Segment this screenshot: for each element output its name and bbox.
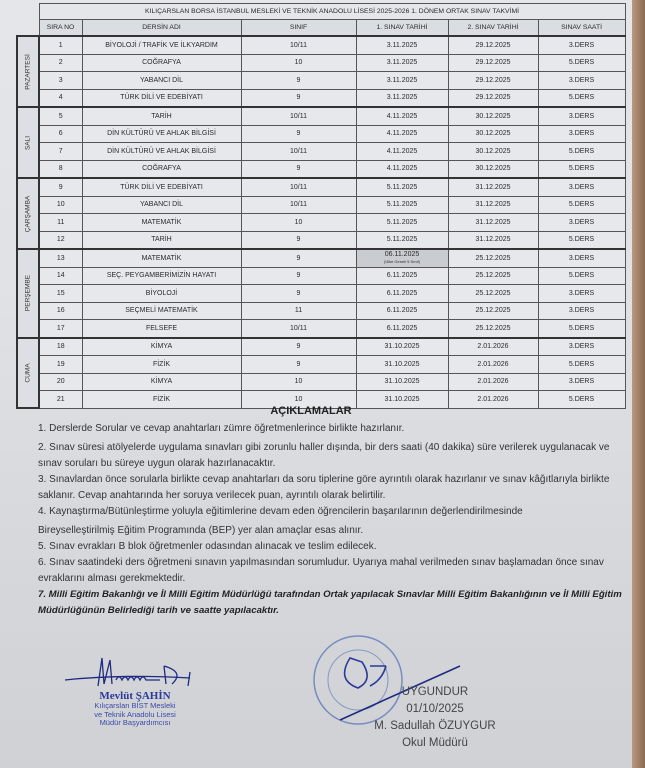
cell-exam1: 6.11.2025 — [356, 320, 448, 338]
cell-course: FİZİK — [82, 391, 241, 409]
table-row — [17, 338, 625, 356]
cell-exam1: 4.11.2025 — [356, 160, 448, 178]
table-row — [17, 72, 625, 90]
cell-class: 10 — [241, 391, 356, 409]
cell-no: 16 — [39, 302, 82, 320]
cell-exam2: 29.12.2025 — [448, 36, 538, 54]
cell-no: 7 — [39, 143, 82, 161]
handwritten-signature-icon — [60, 650, 210, 692]
table-row — [17, 320, 625, 338]
schedule-body — [17, 36, 625, 408]
cell-no: 4 — [39, 89, 82, 107]
cell-exam1: 31.10.2025 — [356, 356, 448, 374]
day-label: CUMA — [24, 363, 32, 383]
column-header: 1. SINAV TARİHİ — [356, 20, 448, 37]
deputy-role-line: Kılıçarslan BİST Mesleki — [94, 701, 176, 710]
cell-course: SEÇ. PEYGAMBERİMİZİN HAYATI — [82, 267, 241, 285]
exam-schedule-table — [16, 3, 626, 409]
deputy-role-line: ve Teknik Anadolu Lisesi — [94, 709, 176, 719]
table-row — [17, 143, 625, 161]
table-row — [17, 54, 625, 72]
table-row — [17, 36, 625, 54]
cell-time: 5.DERS — [538, 196, 625, 214]
table-row — [17, 196, 625, 214]
cell-class: 9 — [241, 267, 356, 285]
cell-exam2: 25.12.2025 — [448, 285, 538, 303]
column-header: SINAV SAATİ — [538, 20, 625, 37]
cell-exam2: 31.12.2025 — [448, 231, 538, 249]
cell-exam2: 2.01.2026 — [448, 356, 538, 374]
table-row — [17, 214, 625, 232]
cell-exam1: 31.10.2025 — [356, 373, 448, 391]
note-item-bold: 7. Milli Eğitim Bakanlığı ve İl Milli Eğitim Müdürlüğü tarafından Ortak yapılacak Sınavlar Milli Eğitim Bakanlığının ve İl Milli Eğitim Müdürlüğünün Belirlediği tarih ve saatte yapılacaktır. — [38, 589, 622, 616]
table-row — [17, 231, 625, 249]
cell-time: 5.DERS — [538, 391, 625, 409]
cell-course: TÜRK DİLİ VE EDEBİYATI — [82, 178, 241, 196]
table-row — [17, 302, 625, 320]
cell-class: 10/11 — [241, 196, 356, 214]
cell-class: 9 — [241, 125, 356, 143]
cell-exam1 — [356, 249, 448, 267]
cell-no: 20 — [39, 373, 82, 391]
cell-no: 1 — [39, 36, 82, 54]
day-label-cell — [17, 36, 39, 107]
cell-course: DİN KÜLTÜRÜ VE AHLAK BİLGİSİ — [82, 143, 241, 161]
cell-no: 11 — [39, 214, 82, 232]
principal-role: Okul Müdürü — [402, 737, 468, 749]
cell-course: BİYOLOJİ — [82, 285, 241, 303]
header-row — [17, 20, 625, 37]
cell-no: 2 — [39, 54, 82, 72]
cell-time: 3.DERS — [538, 302, 625, 320]
cell-class: 11 — [241, 302, 356, 320]
table-corner — [17, 4, 39, 20]
cell-course: COĞRAFYA — [82, 160, 241, 178]
cell-exam1-date: 06.11.2025 — [384, 251, 420, 259]
note-item: 2. Sınav süresi atölyelerde uygulama sınavları gibi zorunlu haller dışında, bir ders saati (40 dakika) süre verilerek uygulanacak ve sınav soruları bu süreye uygun olarak hazırlanacaktır. — [38, 442, 610, 469]
cell-exam2: 31.12.2025 — [448, 214, 538, 232]
day-label: ÇARŞAMBA — [24, 195, 32, 232]
principal-signature-block — [365, 684, 505, 752]
cell-course: MATEMATİK — [82, 249, 241, 267]
cell-exam1: 3.11.2025 — [356, 72, 448, 90]
cell-course: TARİH — [82, 107, 241, 125]
cell-time: 3.DERS — [538, 285, 625, 303]
cell-exam2: 25.12.2025 — [448, 249, 538, 267]
cell-class: 9 — [241, 231, 356, 249]
cell-time: 3.DERS — [538, 107, 625, 125]
cell-class: 9 — [241, 356, 356, 374]
cell-exam1-note: (Ülke Geneli 9.Sınıf) — [383, 259, 420, 265]
table-row — [17, 178, 625, 196]
cell-exam1: 6.11.2025 — [356, 267, 448, 285]
day-label-cell — [17, 338, 39, 409]
column-header: SIRA NO — [39, 20, 82, 37]
cell-exam2: 29.12.2025 — [448, 72, 538, 90]
cell-exam1: 4.11.2025 — [356, 125, 448, 143]
approval-label: UYGUNDUR — [401, 686, 469, 698]
cell-exam2: 25.12.2025 — [448, 302, 538, 320]
table-row — [17, 89, 625, 107]
cell-class: 9 — [241, 89, 356, 107]
cell-time: 5.DERS — [538, 267, 625, 285]
cell-class: 10/11 — [241, 320, 356, 338]
cell-course: SEÇMELİ MATEMATİK — [82, 302, 241, 320]
notes-section — [38, 403, 628, 619]
note-item: 5. Sınav evrakları B blok öğretmenler odasından alınacak ve teslim edilecek. — [38, 541, 377, 552]
cell-time: 3.DERS — [538, 373, 625, 391]
cell-class: 9 — [241, 72, 356, 90]
cell-exam2: 2.01.2026 — [448, 373, 538, 391]
table-corner — [17, 20, 39, 37]
day-label-cell — [17, 178, 39, 249]
cell-no: 19 — [39, 356, 82, 374]
cell-course: COĞRAFYA — [82, 54, 241, 72]
cell-exam2: 30.12.2025 — [448, 143, 538, 161]
cell-exam1: 5.11.2025 — [356, 214, 448, 232]
cell-exam1: 5.11.2025 — [356, 231, 448, 249]
cell-time: 3.DERS — [538, 214, 625, 232]
cell-exam1: 5.11.2025 — [356, 196, 448, 214]
cell-exam2: 30.12.2025 — [448, 107, 538, 125]
cell-exam2: 30.12.2025 — [448, 125, 538, 143]
cell-exam2: 29.12.2025 — [448, 89, 538, 107]
cell-exam2: 30.12.2025 — [448, 160, 538, 178]
column-header: DERSİN ADI — [82, 20, 241, 37]
cell-course: TARİH — [82, 231, 241, 249]
note-item: 1. Derslerde Sorular ve cevap anahtarları zümre öğretmenlerince birlikte hazırlanır. — [38, 423, 405, 434]
cell-exam1: 31.10.2025 — [356, 391, 448, 409]
cell-course: FELSEFE — [82, 320, 241, 338]
cell-time: 3.DERS — [538, 178, 625, 196]
note-item: 4. Kaynaştırma/Bütünleştirme yoluyla eğitimlerine devam eden öğrencilerin başarılarının değerlendirilmesinde — [38, 506, 523, 517]
cell-no: 21 — [39, 391, 82, 409]
cell-no: 3 — [39, 72, 82, 90]
cell-exam1: 31.10.2025 — [356, 338, 448, 356]
cell-course: TÜRK DİLİ VE EDEBİYATI — [82, 89, 241, 107]
cell-exam2: 2.01.2026 — [448, 338, 538, 356]
cell-class: 9 — [241, 285, 356, 303]
cell-time: 5.DERS — [538, 54, 625, 72]
column-header: 2. SINAV TARİHİ — [448, 20, 538, 37]
table-row — [17, 285, 625, 303]
cell-time: 5.DERS — [538, 320, 625, 338]
deputy-name: Mevlüt ŞAHİN — [99, 690, 171, 702]
schedule-title: KILIÇARSLAN BORSA İSTANBUL MESLEKİ VE TEKNİK ANADOLU LİSESİ 2025-2026 1. DÖNEM ORTAK SINAV TAKVİMİ — [39, 4, 625, 20]
cell-time: 3.DERS — [538, 125, 625, 143]
table-row — [17, 107, 625, 125]
cell-class: 9 — [241, 338, 356, 356]
cell-class: 10 — [241, 214, 356, 232]
cell-time: 5.DERS — [538, 160, 625, 178]
cell-class: 10/11 — [241, 143, 356, 161]
cell-class: 10/11 — [241, 178, 356, 196]
deputy-signature-block — [60, 650, 210, 728]
cell-time: 3.DERS — [538, 249, 625, 267]
cell-exam2: 31.12.2025 — [448, 178, 538, 196]
cell-exam2: 31.12.2025 — [448, 196, 538, 214]
note-item: 3. Sınavlardan önce sorularla birlikte cevap anahtarları da soru tiplerine göre ayrıntılı olarak hazırlanır ve sınav kâğıtlarıyla birlikte saklanır. Cevap anahtarında her soruya verilecek puan, ayrıntılı olarak belirtilir. — [38, 474, 610, 501]
table-row — [17, 356, 625, 374]
cell-course: DİN KÜLTÜRÜ VE AHLAK BİLGİSİ — [82, 125, 241, 143]
cell-time: 5.DERS — [538, 143, 625, 161]
note-item: Bireyselleştirilmiş Eğitim Programında (BEP) yer alan amaçlar esas alınır. — [38, 525, 364, 536]
cell-exam1: 3.11.2025 — [356, 54, 448, 72]
cell-class: 9 — [241, 160, 356, 178]
cell-class: 10 — [241, 54, 356, 72]
day-label-cell — [17, 249, 39, 338]
cell-time: 5.DERS — [538, 89, 625, 107]
cell-no: 13 — [39, 249, 82, 267]
cell-course: KİMYA — [82, 338, 241, 356]
column-header: SINIF — [241, 20, 356, 37]
approval-date: 01/10/2025 — [406, 703, 464, 715]
day-label-cell — [17, 107, 39, 178]
cell-exam2: 25.12.2025 — [448, 320, 538, 338]
cell-class: 10/11 — [241, 36, 356, 54]
background-edge — [632, 0, 645, 768]
deputy-role-line: Müdür Başyardımcısı — [99, 718, 171, 727]
cell-exam1: 3.11.2025 — [356, 36, 448, 54]
day-label: SALI — [24, 135, 32, 150]
cell-class: 9 — [241, 249, 356, 267]
cell-no: 17 — [39, 320, 82, 338]
cell-course: FİZİK — [82, 356, 241, 374]
cell-exam1: 3.11.2025 — [356, 89, 448, 107]
cell-class: 10 — [241, 373, 356, 391]
principal-name: M. Sadullah ÖZUYGUR — [374, 720, 496, 732]
cell-exam1: 4.11.2025 — [356, 107, 448, 125]
cell-exam1: 5.11.2025 — [356, 178, 448, 196]
day-label: PAZARTESİ — [24, 53, 32, 90]
cell-time: 5.DERS — [538, 231, 625, 249]
cell-no: 6 — [39, 125, 82, 143]
table-row — [17, 160, 625, 178]
cell-time: 5.DERS — [538, 356, 625, 374]
cell-course: YABANCI DİL — [82, 72, 241, 90]
cell-exam2: 29.12.2025 — [448, 54, 538, 72]
cell-course: KİMYA — [82, 373, 241, 391]
cell-no: 15 — [39, 285, 82, 303]
cell-no: 8 — [39, 160, 82, 178]
cell-exam2: 25.12.2025 — [448, 267, 538, 285]
note-item: 6. Sınav saatindeki ders öğretmeni sınavın yapılmasından sorumludur. Uyarıya mahal verilmeden sınav başlamadan önce sınav evraklarını alması gerekmektedir. — [38, 557, 604, 584]
cell-no: 18 — [39, 338, 82, 356]
cell-time: 3.DERS — [538, 338, 625, 356]
cell-exam1: 6.11.2025 — [356, 285, 448, 303]
day-label: PERŞEMBE — [24, 275, 32, 312]
cell-class: 10/11 — [241, 107, 356, 125]
cell-no: 5 — [39, 107, 82, 125]
cell-time: 3.DERS — [538, 72, 625, 90]
cell-exam1: 6.11.2025 — [356, 302, 448, 320]
cell-exam2: 2.01.2026 — [448, 391, 538, 409]
cell-no: 9 — [39, 178, 82, 196]
table-row — [17, 267, 625, 285]
cell-time: 3.DERS — [538, 36, 625, 54]
cell-no: 12 — [39, 231, 82, 249]
cell-course: YABANCI DİL — [82, 196, 241, 214]
table-row — [17, 125, 625, 143]
cell-no: 10 — [39, 196, 82, 214]
cell-no: 14 — [39, 267, 82, 285]
notes-heading: AÇIKLAMALAR — [270, 405, 352, 417]
cell-course: BİYOLOJİ / TRAFİK VE İLKYARDIM — [82, 36, 241, 54]
cell-course: MATEMATİK — [82, 214, 241, 232]
table-row — [17, 249, 625, 267]
table-row — [17, 373, 625, 391]
cell-exam1: 4.11.2025 — [356, 143, 448, 161]
